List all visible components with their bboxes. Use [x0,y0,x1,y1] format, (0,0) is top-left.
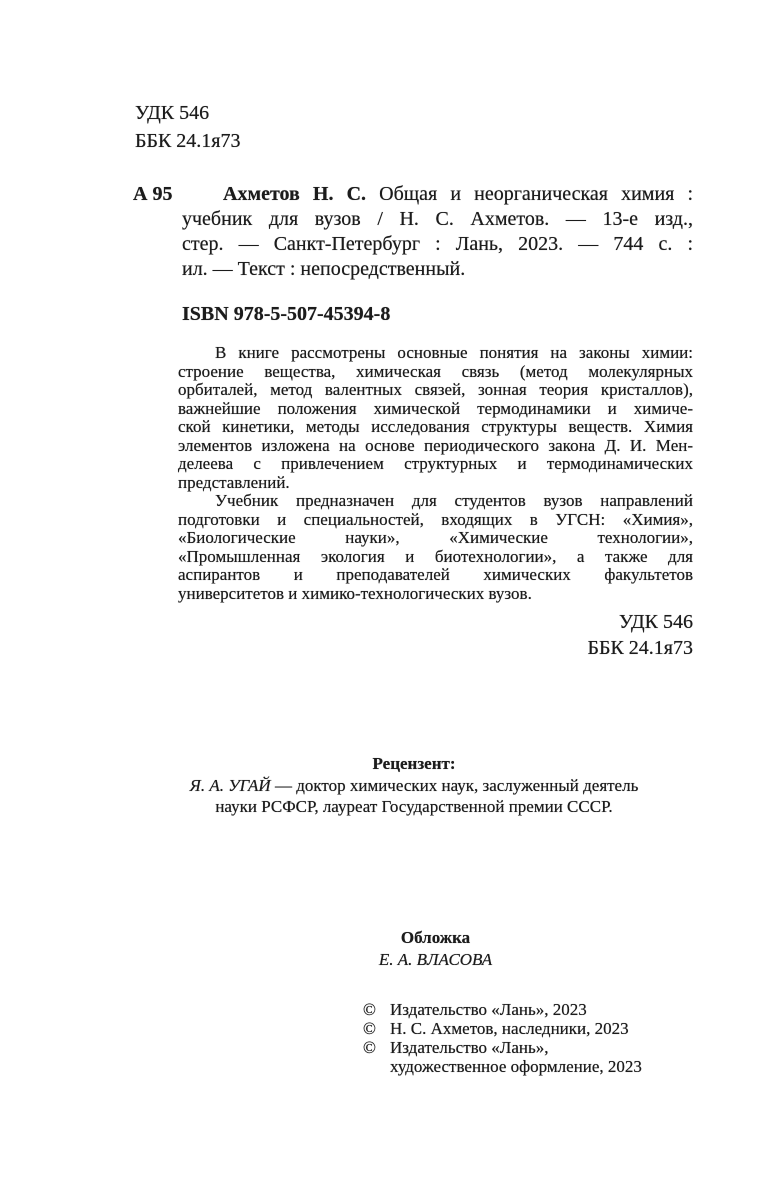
copyright-entry [363,1019,768,1038]
annotation-line: подготовки и специальностей, входящих в УГСН: «Химия», [178,509,693,529]
copyright-text: Издательство «Лань», 2023 [390,1000,587,1019]
bib-author: Ахметов Н. С. [223,183,367,205]
copyright-text-continuation: художественное оформление, 2023 [390,1057,642,1076]
annotation-line: аспирантов и преподавателей химических факультетов [178,565,693,584]
bib-line: учебник для вузов / Н. С. Ахметов. — 13-е изд., [182,208,693,230]
copyright-icon: © [363,1038,376,1057]
annotation-line: «Биологические науки», «Химические технологии», [178,528,693,547]
top-codes-block [135,99,768,155]
annotation-line: университетов и химико-технологических вузов. [178,583,532,603]
reviewer-credentials: — доктор химических наук, заслуженный деятель [270,776,639,795]
bib-line: стер. — Санкт-Петербург : Лань, 2023. — 744 с. : [182,233,693,255]
bbk-code: ББК 24.1я73 [135,130,241,152]
copyright-icon: © [363,1000,376,1019]
author-sign-code: А 95 [133,183,173,205]
annotation-line: важнейшие положения химической термодинамики и химиче- [178,398,693,418]
copyright-text: Н. С. Ахметов, наследники, 2023 [390,1019,629,1038]
reviewer-heading: Рецензент: [372,754,456,773]
cover-designer-name: Е. А. ВЛАСОВА [378,950,493,969]
bib-title: Общая и неорганическая химия : [379,183,694,205]
bottom-codes-block [0,609,693,661]
annotation-line: представлений. [178,472,290,492]
copyright-icon: © [363,1019,376,1038]
annotation-line: Учебник предназначен для студентов вузов направлений [215,491,693,510]
reviewer-line: науки РСФСР, лауреат Государственной премии СССР. [215,797,613,816]
annotation-line: «Промышленная экология и биотехнологии», а также для [178,546,693,566]
annotation-line: делеева с привлечением структурных и термодинамических [178,454,693,473]
reviewer-block [135,752,693,817]
bbk-code-bottom: ББК 24.1я73 [587,637,693,659]
annotation-line: ской кинетики, методы исследования структуры веществ. Химия [178,417,693,436]
annotation-line: элементов изложена на основе периодического закона Д. И. Мен- [178,435,693,455]
reviewer-name: Я. А. УГАЙ [189,776,271,795]
copyright-entry [363,1000,768,1019]
bib-line [182,182,693,207]
reviewer-line [135,775,693,796]
annotation [178,344,693,603]
annotation-line: В книге рассмотрены основные понятия на законы химии: [215,343,693,362]
udk-code: УДК 546 [135,102,210,124]
copyright-text: Издательство «Лань», [390,1038,549,1057]
cover-heading: Обложка [400,928,471,947]
annotation-line: орбиталей, метод валентных связей, зонная теория кристаллов), [178,380,693,399]
isbn: ISBN 978-5-507-45394-8 [182,303,391,325]
bibliographic-record [133,182,694,282]
udk-code-bottom: УДК 546 [618,611,693,633]
copyright-entry [363,1038,768,1076]
copyright-block [363,1000,768,1076]
bib-line: ил. — Текст : непосредственный. [182,258,466,280]
cover-credit-block [178,927,693,971]
annotation-line: строение вещества, химическая связь (метод молекулярных [178,361,693,381]
